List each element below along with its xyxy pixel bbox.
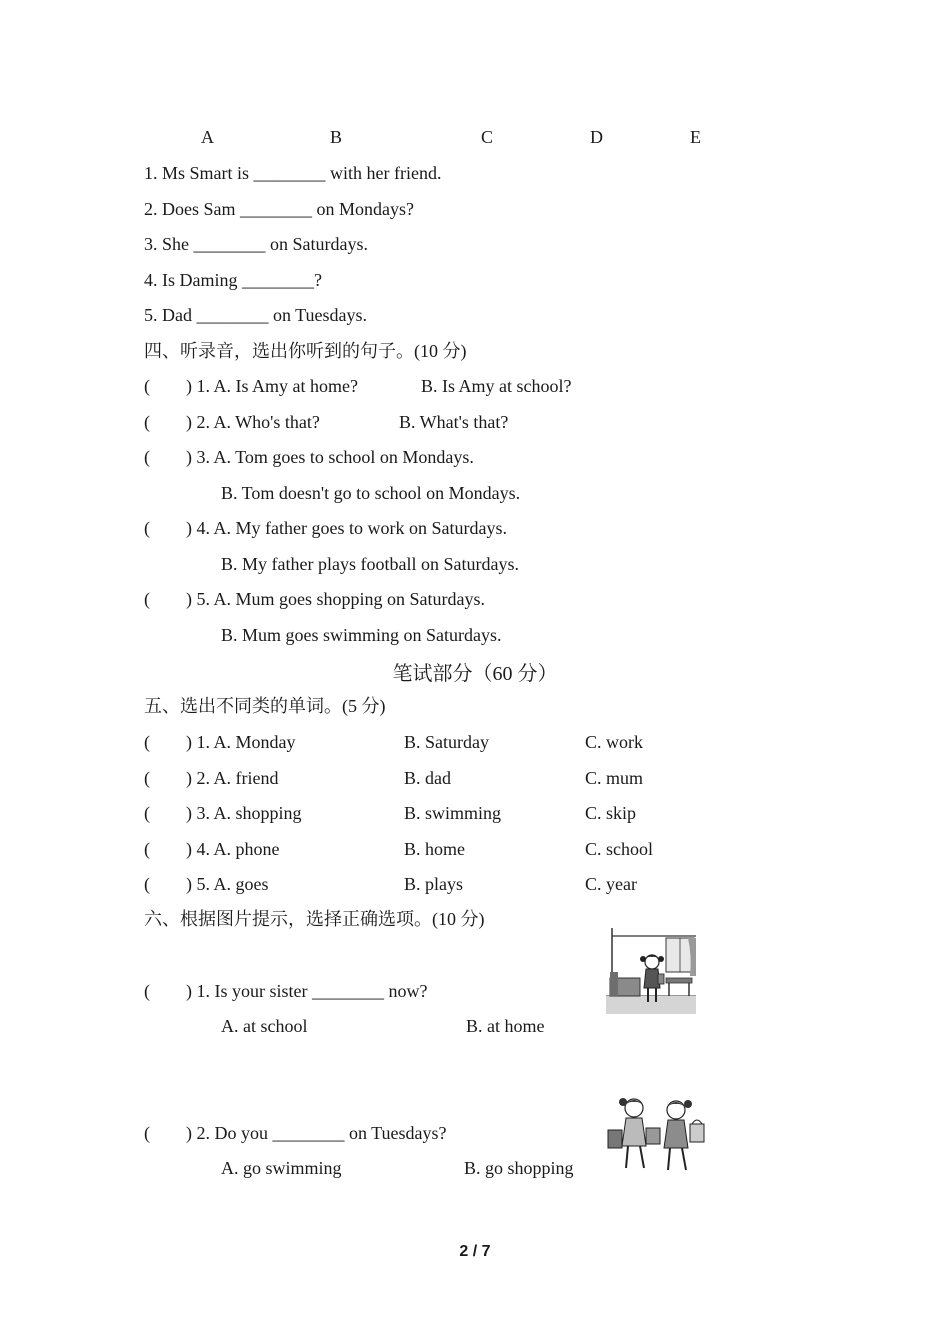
s5-q2-a: ) 2. A. friend xyxy=(186,768,279,788)
s4-q3-b: B. Tom doesn't go to school on Mondays. xyxy=(221,483,521,503)
s4-q5-b: B. Mum goes swimming on Saturdays. xyxy=(221,625,502,645)
s5-q5-a: ) 5. A. goes xyxy=(186,874,269,894)
letter-b: B xyxy=(330,127,343,147)
s5-q4-b: B. home xyxy=(404,839,465,859)
girls-shopping-illustration xyxy=(606,1090,710,1176)
s4-q1-a: ) 1. A. Is Amy at home? xyxy=(186,376,358,396)
paren: ( xyxy=(144,589,150,609)
paren: ( xyxy=(144,981,150,1001)
fill-in-1: 1. Ms Smart is ________ with her friend. xyxy=(144,163,442,183)
section4-title: 四、听录音，选出你听到的句子。(10 分) xyxy=(144,341,467,361)
letter-d: D xyxy=(590,127,603,147)
section5-title: 五、选出不同类的单词。(5 分) xyxy=(144,696,386,716)
girl-at-home-illustration xyxy=(606,926,696,1016)
s5-q1-c: C. work xyxy=(585,732,643,752)
s6-q2-b: B. go shopping xyxy=(464,1158,574,1178)
letter-a: A xyxy=(201,127,214,147)
fill-in-4: 4. Is Daming ________? xyxy=(144,270,322,290)
s6-q1-a: A. at school xyxy=(221,1016,308,1036)
letter-e: E xyxy=(690,127,701,147)
s5-q4-a: ) 4. A. phone xyxy=(186,839,280,859)
s4-q5-a: ) 5. A. Mum goes shopping on Saturdays. xyxy=(186,589,485,609)
s5-q5-b: B. plays xyxy=(404,874,464,894)
fill-in-2: 2. Does Sam ________ on Mondays? xyxy=(144,199,414,219)
s4-q3-a: ) 3. A. Tom goes to school on Mondays. xyxy=(186,447,474,467)
paren: ( xyxy=(144,839,150,859)
s4-q4-a: ) 4. A. My father goes to work on Saturdays. xyxy=(186,518,507,538)
s5-q2-c: C. mum xyxy=(585,768,644,788)
fill-in-5: 5. Dad ________ on Tuesdays. xyxy=(144,305,368,325)
paren: ( xyxy=(144,376,150,396)
paren: ( xyxy=(144,732,150,752)
s5-q4-c: C. school xyxy=(585,839,654,859)
paren: ( xyxy=(144,1123,150,1143)
s6-q1: ) 1. Is your sister ________ now? xyxy=(186,981,428,1001)
s4-q1-b: B. Is Amy at school? xyxy=(421,376,572,396)
paren: ( xyxy=(144,768,150,788)
s5-q5-c: C. year xyxy=(585,874,637,894)
s5-q3-b: B. swimming xyxy=(404,803,502,823)
fill-in-3: 3. She ________ on Saturdays. xyxy=(144,234,368,254)
paren: ( xyxy=(144,874,150,894)
s4-q2-a: ) 2. A. Who's that? xyxy=(186,412,320,432)
section6-title: 六、根据图片提示，选择正确选项。(10 分) xyxy=(144,909,485,929)
s4-q2-b: B. What's that? xyxy=(399,412,509,432)
s5-q3-c: C. skip xyxy=(585,803,637,823)
s5-q1-a: ) 1. A. Monday xyxy=(186,732,296,752)
s6-q2-a: A. go swimming xyxy=(221,1158,342,1178)
s5-q2-b: B. dad xyxy=(404,768,451,788)
paren: ( xyxy=(144,803,150,823)
letter-c: C xyxy=(481,127,494,147)
s6-q1-b: B. at home xyxy=(466,1016,545,1036)
s6-q2: ) 2. Do you ________ on Tuesdays? xyxy=(186,1123,447,1143)
written-part-title: 笔试部分（60 分） xyxy=(392,663,558,685)
s5-q1-b: B. Saturday xyxy=(404,732,489,752)
s4-q4-b: B. My father plays football on Saturdays. xyxy=(221,554,519,574)
paren: ( xyxy=(144,447,150,467)
page-number: 2 / 7 xyxy=(459,1243,491,1260)
paren: ( xyxy=(144,518,150,538)
paren: ( xyxy=(144,412,150,432)
s5-q3-a: ) 3. A. shopping xyxy=(186,803,302,823)
